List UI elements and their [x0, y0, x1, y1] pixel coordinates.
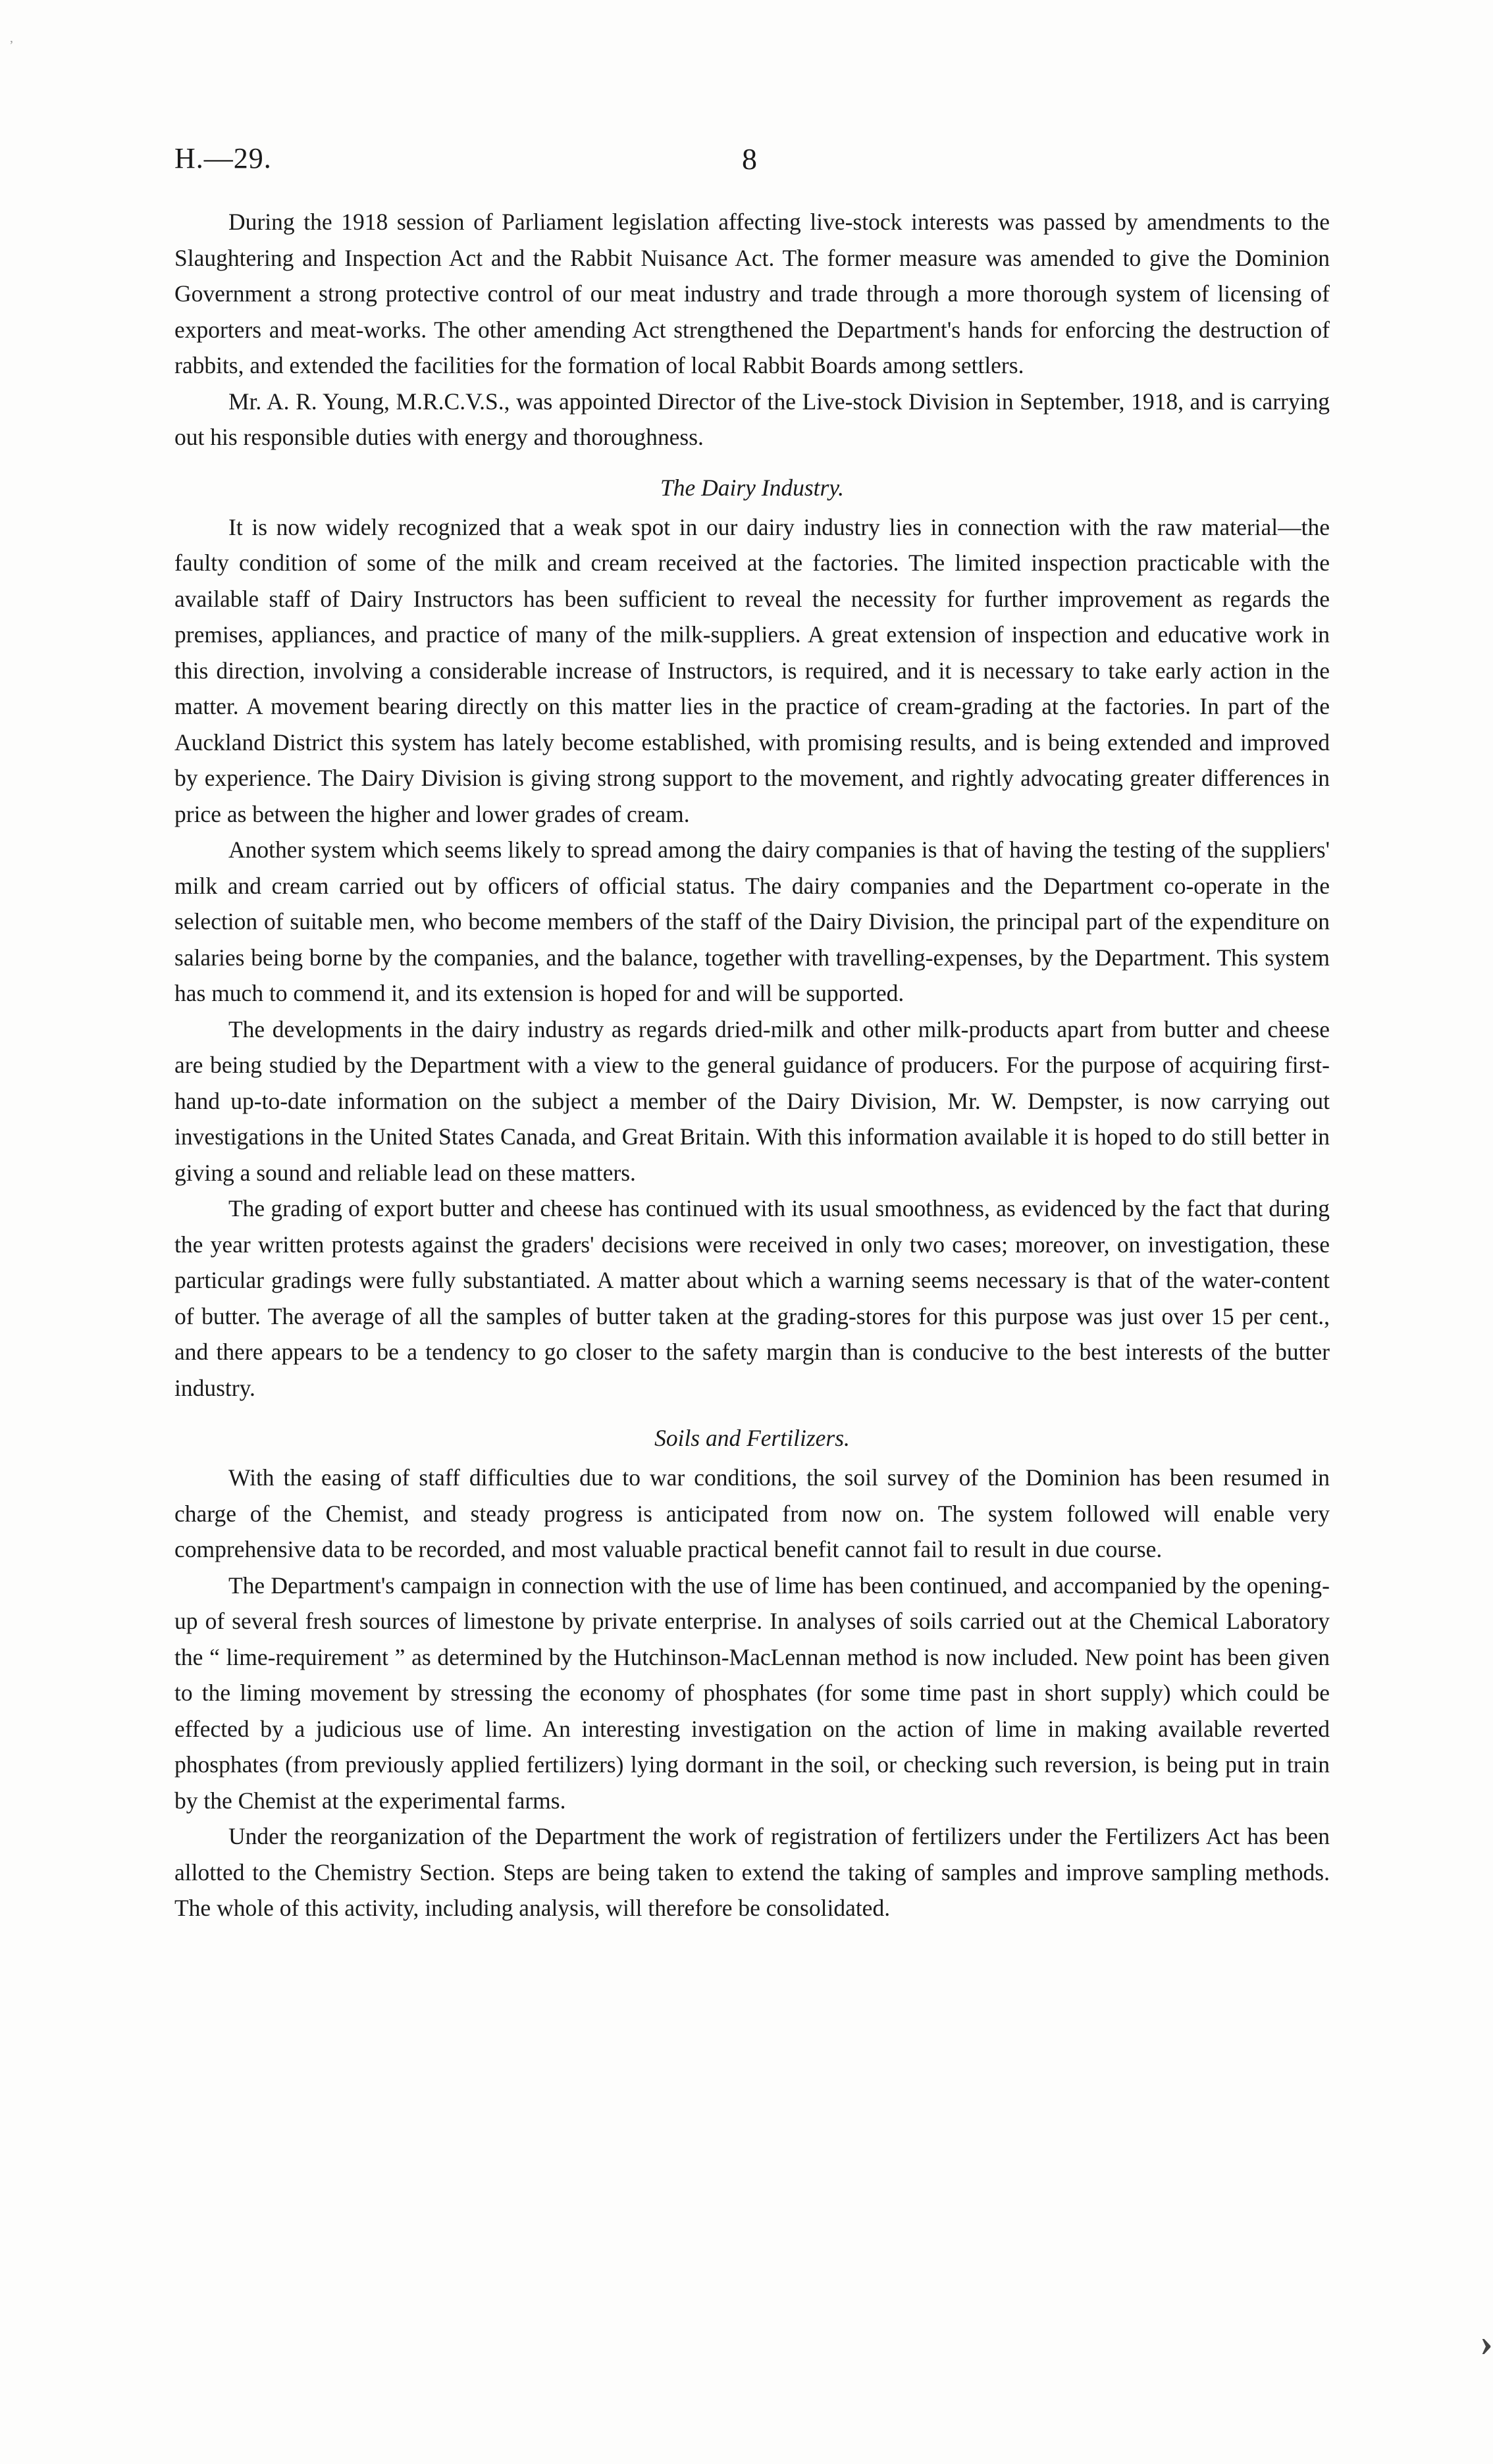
paragraph-dairy-raw-material: It is now widely recognized that a weak spot in our dairy industry lies in connection with the raw material—the faulty condition of some of the milk and cream received at the factories. The limited inspection practicable with the available staff of Dairy Instructors has been sufficient to reveal the necessity for further improvement as regards the premises, appliances, and practice of many of the milk-suppliers. A great extension of inspection and educative work in this direction, involving a considerable increase of Instructors, is required, and it is necessary to take early action in the matter. A movement bearing directly on this matter lies in the practice of cream-grading at the factories. In part of the Auckland District this system has lately become established, with promising results, and is being extended and improved by experience. The Dairy Division is giving strong support to the movement, and rightly advocating greater differences in price as between the higher and lower grades of cream. [174, 513, 1330, 827]
paragraph-fertilizer-registration: Under the reorganization of the Department the work of registration of fertilizers under the Fertilizers Act has been allotted to the Chemistry Section. Steps are being taken to extend the taking of samples and improve sampling methods. The whole of this activity, including analysis, will therefore be consolidated. [174, 1823, 1330, 1921]
paragraph-dairy-grading: The grading of export butter and cheese has continued with its usual smoothness, as evidenced by the fact that during the year written protests against the graders' decisions were received in only two cases; moreover, on investigation, these particular gradings were fully substantiated. A matter about which a warning seems necessary is that of the water-content of butter. The average of all the samples of butter taken at the grading-stores for this purpose was just over 15 per cent., and there appears to be a tendency to go closer to the safety margin than is conducive to the best interests of the butter industry. [174, 1195, 1330, 1401]
paragraph-dairy-testing-system: Another system which seems likely to spread among the dairy companies is that of having the testing of the suppliers' milk and cream carried out by officers of official status. The dairy companies and the Department co-operate in the selection of suitable men, who become members of the staff of the Dairy Division, the principal part of the expenditure on salaries being borne by the companies, and the balance, together with travelling-expenses, by the Department. This system has much to commend it, and its extension is hoped for and will be supported. [174, 836, 1330, 1006]
section-heading-dairy-industry: The Dairy Industry. [660, 474, 845, 501]
scan-speck-mark: ’ [9, 38, 14, 53]
paragraph-soil-survey: With the easing of staff difficulties due to war conditions, the soil survey of the Dominion has been resumed in charge of the Chemist, and steady progress is anticipated from now on. The system followed will enable very comprehensive data to be recorded, and most valuable practical benefit cannot fail to result in due course. [174, 1464, 1330, 1562]
document-reference: H.—29. [174, 142, 272, 174]
paragraph-legislation: During the 1918 session of Parliament legislation affecting live-stock interests was passed by amendments to the Slaughtering and Inspection Act and the Rabbit Nuisance Act. The former measure was amended to give the Dominion Government a strong protective control of our meat industry and trade through a more thorough system of licensing of exporters and meat-works. The other amending Act strengthened the Department's hands for enforcing the destruction of rabbits, and extended the facilities for the formation of local Rabbit Boards among settlers. [174, 209, 1330, 378]
scan-edge-mark: › [1480, 2321, 1493, 2364]
page-number: 8 [742, 142, 757, 176]
paragraph-dairy-milk-products: The developments in the dairy industry as regards dried-milk and other milk-products apart from butter and cheese are being studied by the Department with a view to the general guidance of producers. For the purpose of acquiring first-hand up-to-date information on the subject a member of the Dairy Division, Mr. W. Dempster, is now carrying out investigations in the United States Canada, and Great Britain. With this information available it is hoped to do still better in giving a sound and reliable lead on these matters. [174, 1015, 1330, 1186]
paragraph-director-appointment: Mr. A. R. Young, M.R.C.V.S., was appointed Director of the Live-stock Division in September, 1918, and is carrying out his responsible duties with energy and thoroughness. [174, 388, 1330, 450]
paragraph-lime-campaign: The Department's campaign in connection with the use of lime has been continued, and accompanied by the opening-up of several fresh sources of limestone by private enterprise. In analyses of soils carried out at the Chemical Laboratory the “ lime-requirement ” as determined by the Hutchinson-MacLennan method is now included. New point has been given to the liming movement by stressing the economy of phosphates (for some time past in short supply) which could be effected by a judicious use of lime. An interesting investigation on the action of lime in making available reverted phosphates (from previously applied fertilizers) lying dormant in the soil, or checking such reversion, is being put in train by the Chemist at the experimental farms. [174, 1572, 1330, 1814]
page-header [174, 141, 1330, 181]
section-heading-soils-fertilizers: Soils and Fertilizers. [654, 1425, 850, 1451]
body-text [174, 204, 1330, 1926]
